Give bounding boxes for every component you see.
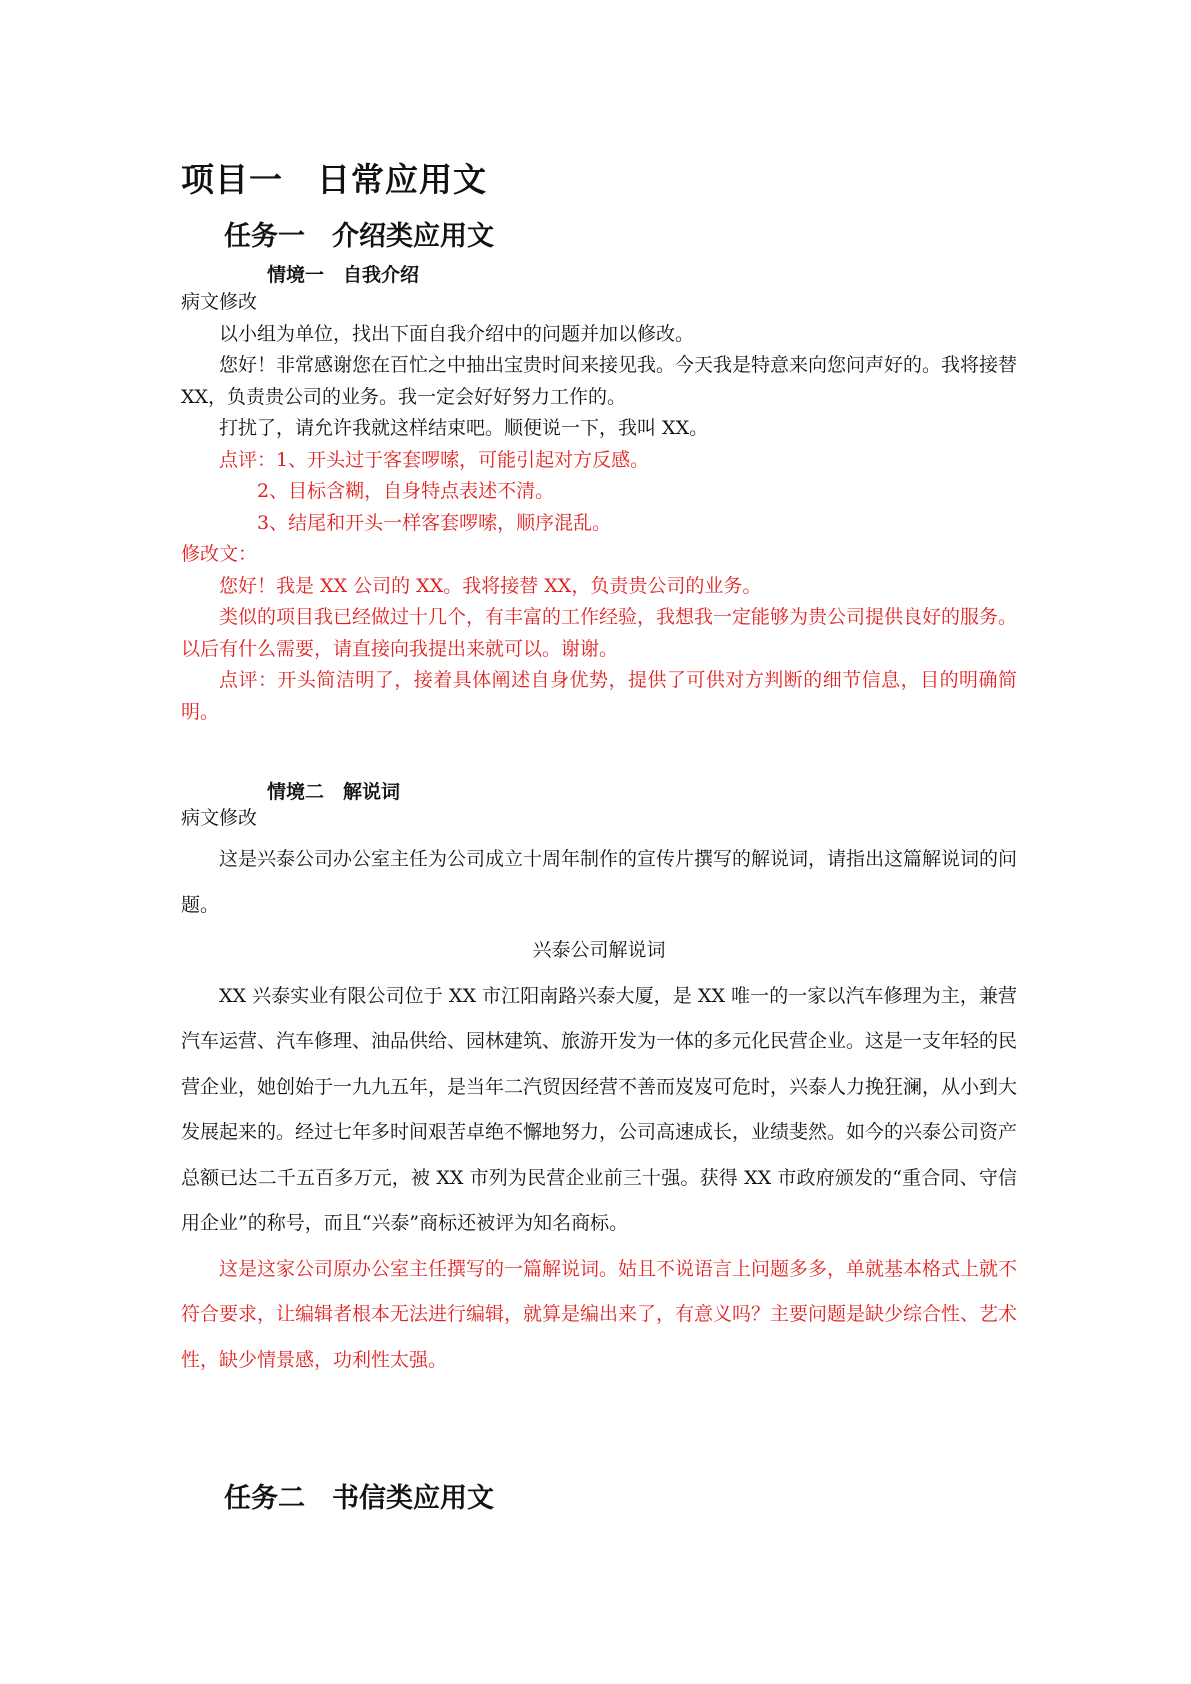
- scenario1-body: [181, 287, 1017, 728]
- scenario1-comment-3: 3、结尾和开头一样客套啰嗦，顺序混乱。: [257, 511, 612, 534]
- scenario2-comment: 这是这家公司原办公室主任撰写的一篇解说词。姑且不说语言上问题多多，单就基本格式上就不符合要求，让编辑者根本无法进行编辑，就算是编出来了，有意义吗？主要问题是缺少综合性、艺术性，缺少情景感，功利性太强。: [181, 1257, 1018, 1371]
- scenario2-instruction: 这是兴泰公司办公室主任为公司成立十周年制作的宣传片撰写的解说词，请指出这篇解说词的问题。: [181, 848, 1018, 916]
- scenario1-revised-label: 修改文：: [181, 543, 258, 565]
- scenario1-title: 情境一 自我介绍: [267, 264, 420, 286]
- scenario1-original-para1: 您好！非常感谢您在百忙之中抽出宝贵时间来接见我。今天我是特意来向您问声好的。我将接替 XX，负责贵公司的业务。我一定会好好努力工作的。: [181, 354, 1018, 408]
- scenario1-comment-1: 点评：1、开头过于客套啰嗦，可能引起对方反感。: [219, 448, 650, 471]
- task2-title: 任务二 书信类应用文: [224, 1483, 494, 1514]
- scenario2-body: [181, 837, 1017, 1383]
- scenario1-original-para2: 打扰了，请允许我就这样结束吧。顺便说一下，我叫 XX。: [219, 417, 709, 439]
- scenario1-instruction: 以小组为单位，找出下面自我介绍中的问题并加以修改。: [219, 322, 695, 345]
- scenario2-article-title: 兴泰公司解说词: [532, 939, 666, 961]
- scenario2-label-block: [181, 803, 1017, 835]
- project-title: 项目一 日常应用文: [181, 160, 487, 199]
- scenario2-article-body: XX 兴泰实业有限公司位于 XX 市江阳南路兴泰大厦，是 XX 唯一的一家以汽车修理为主，兼营汽车运营、汽车修理、油品供给、园林建筑、旅游开发为一体的多元化民营企业。这是一支年轻的民营企业，她创始于一九九五年，是当年二汽贸因经营不善而岌岌可危时，兴泰人力挽狂澜，从小到大发展起来的。经过七年多时间艰苦卓绝不懈地努力，公司高速成长，业绩斐然。如今的兴泰公司资产总额已达二千五百多万元，被 XX 市列为民营企业前三十强。获得 XX 市政府颁发的“重合同、守信用企业”的称号，而且“兴泰”商标还被评为知名商标。: [181, 984, 1018, 1234]
- scenario1-revised-para1: 您好！我是 XX 公司的 XX。我将接替 XX，负责贵公司的业务。: [219, 574, 762, 597]
- scenario2-label: 病文修改: [181, 807, 258, 829]
- scenario1-revised-comment: 点评：开头简洁明了，接着具体阐述自身优势，提供了可供对方判断的细节信息，目的明确简明。: [181, 669, 1017, 723]
- task1-title: 任务一 介绍类应用文: [224, 221, 494, 252]
- scenario1-revised-para2: 类似的项目我已经做过十几个，有丰富的工作经验，我想我一定能够为贵公司提供良好的服务。以后有什么需要，请直接向我提出来就可以。谢谢。: [181, 606, 1018, 660]
- scenario1-comment-2: 2、目标含糊，自身特点表述不清。: [257, 480, 555, 502]
- scenario2-title: 情境二 解说词: [267, 781, 401, 803]
- scenario1-label: 病文修改: [181, 291, 258, 313]
